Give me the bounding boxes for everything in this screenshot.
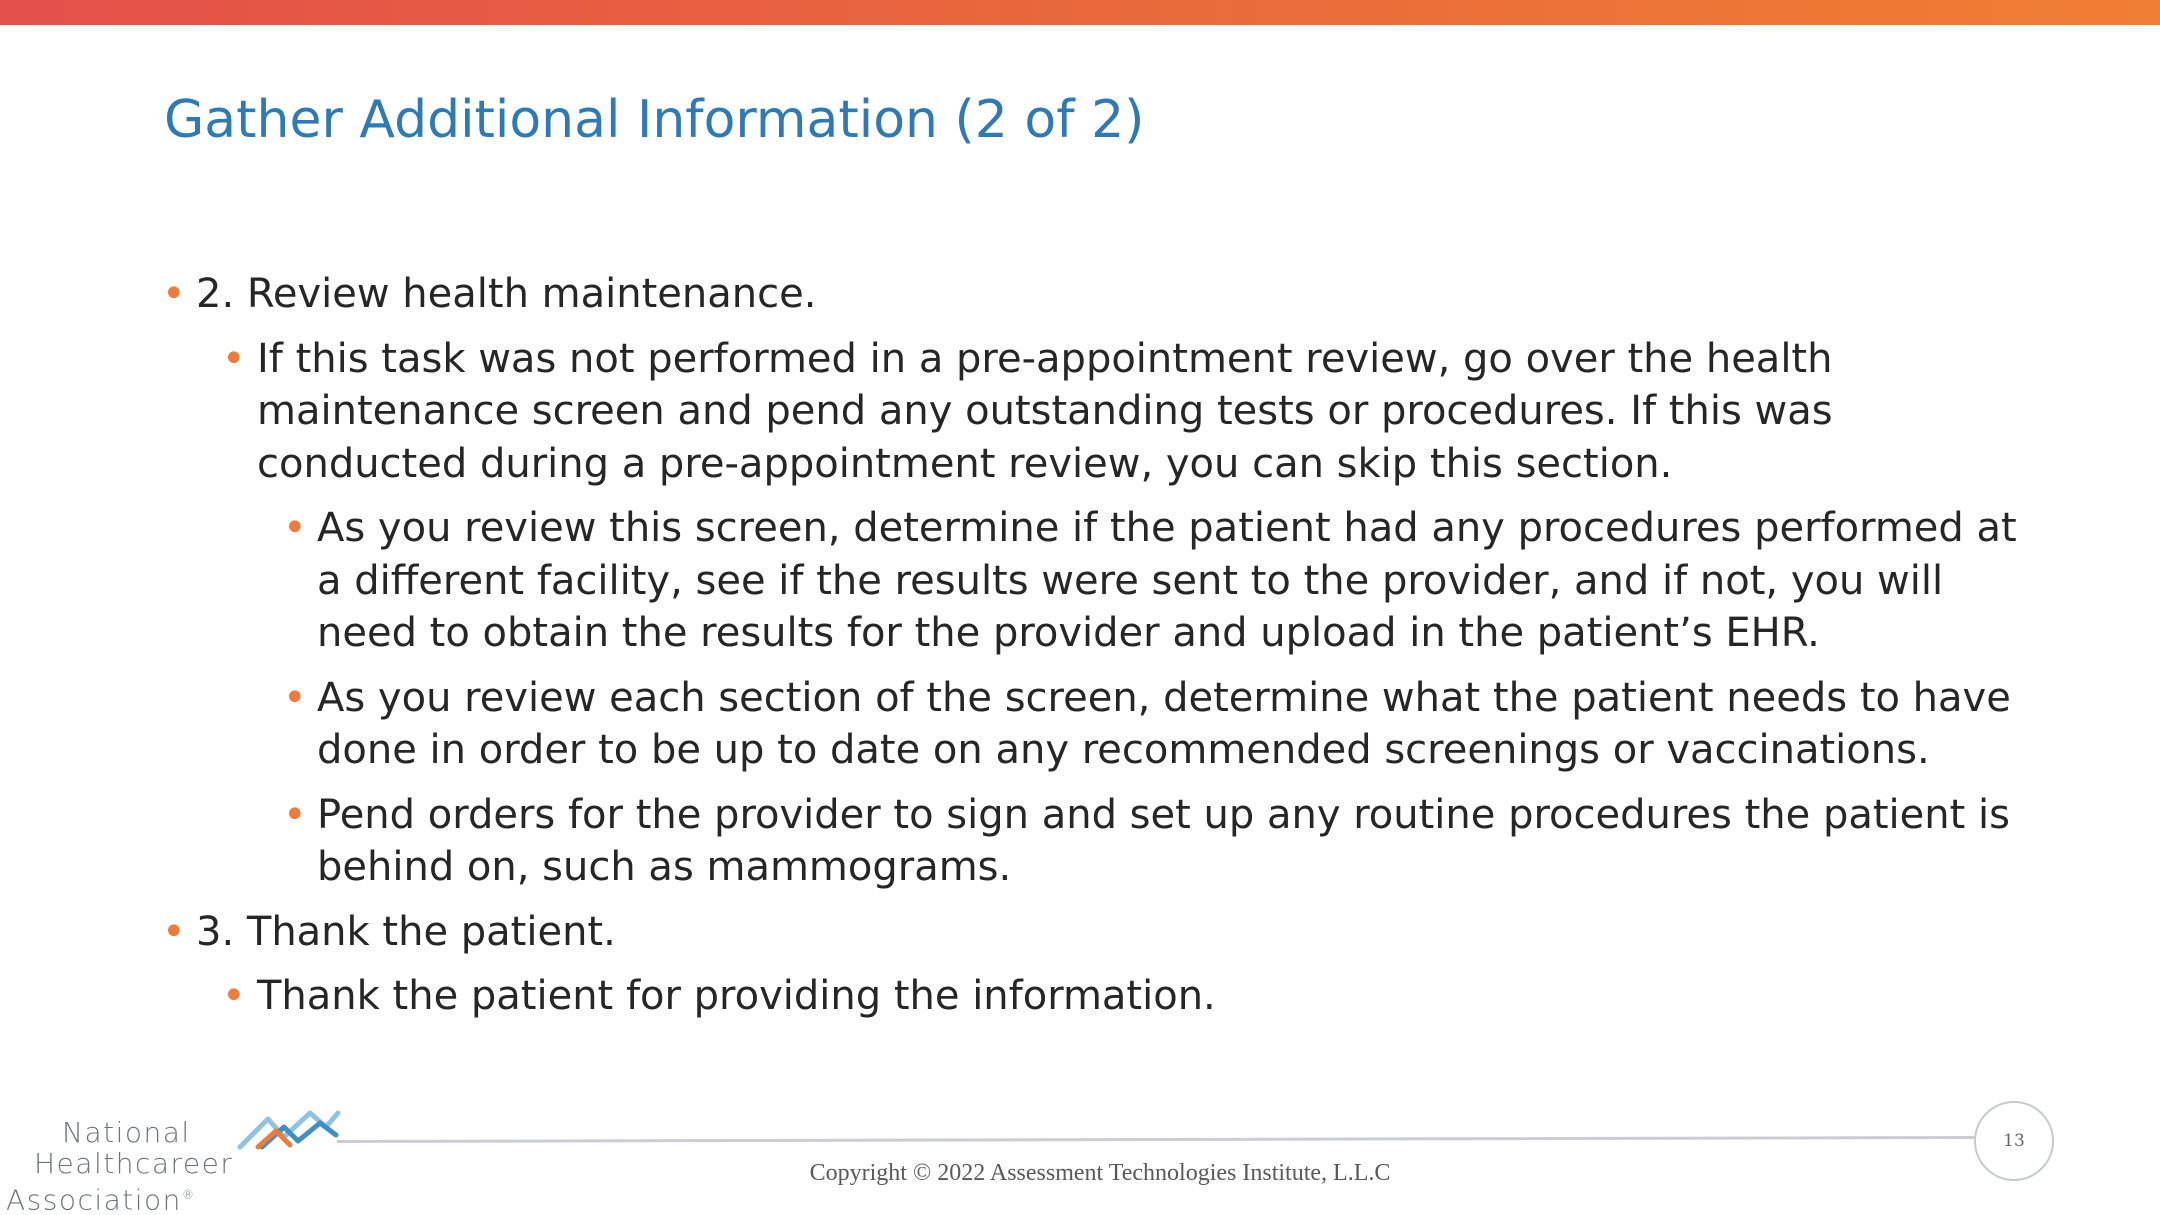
bullet-text: Pend orders for the provider to sign and set up any routine procedures the patient is behind on, such as mammograms. bbox=[317, 791, 2010, 890]
bullet-dot: • bbox=[283, 674, 307, 721]
bullet-item bbox=[160, 970, 2020, 1023]
bullet-text: 3. Thank the patient. bbox=[196, 908, 616, 955]
bullet-item bbox=[160, 333, 2020, 491]
nha-zigzag-logo-icon bbox=[232, 1107, 344, 1151]
bullet-item bbox=[160, 906, 2020, 959]
bullet-dot: • bbox=[222, 335, 246, 382]
bullet-dot: • bbox=[162, 271, 186, 317]
bullet-text: As you review this screen, determine if the patient had any procedures performed at a different facility, see if the results were sent to the provider, and if not, you will need to obtain the results for the provider and upload in the patient’s EHR. bbox=[317, 505, 2017, 656]
bullet-text: As you review each section of the screen, determine what the patient needs to have done in order to be up to date on any recommended screenings or vaccinations. bbox=[317, 674, 2011, 773]
bullet-item bbox=[160, 789, 2020, 894]
bullet-list bbox=[160, 268, 2020, 1035]
logo-text-association-word: Association bbox=[6, 1183, 182, 1215]
logo-text-healthcareer: Healthcareer bbox=[34, 1147, 234, 1180]
bullet-text: 2. Review health maintenance. bbox=[196, 271, 817, 317]
bullet-text: Thank the patient for providing the information. bbox=[257, 973, 1216, 1019]
bullet-dot: • bbox=[283, 505, 307, 551]
bullet-dot: • bbox=[162, 908, 186, 955]
copyright-text: Copyright © 2022 Assessment Technologies Institute, L.L.C bbox=[809, 1160, 1391, 1186]
footer-divider bbox=[337, 1136, 1975, 1143]
bullet-dot: • bbox=[222, 973, 246, 1019]
bullet-dot: • bbox=[283, 791, 307, 838]
bullet-text: If this task was not performed in a pre-appointment review, go over the health maintenance screen and pend any outstanding tests or procedures. If this was conducted during a pre-appointment review, you can skip this section. bbox=[257, 335, 1833, 487]
slide-title: Gather Additional Information (2 of 2) bbox=[164, 90, 1145, 150]
bullet-item bbox=[160, 268, 2020, 321]
page-number-badge: 13 bbox=[1974, 1101, 2054, 1181]
bullet-item bbox=[160, 672, 2020, 777]
top-accent-bar bbox=[0, 0, 2160, 25]
logo-text-national: National bbox=[62, 1116, 191, 1149]
bullet-item bbox=[160, 502, 2020, 660]
registered-mark: ® bbox=[181, 1188, 196, 1202]
